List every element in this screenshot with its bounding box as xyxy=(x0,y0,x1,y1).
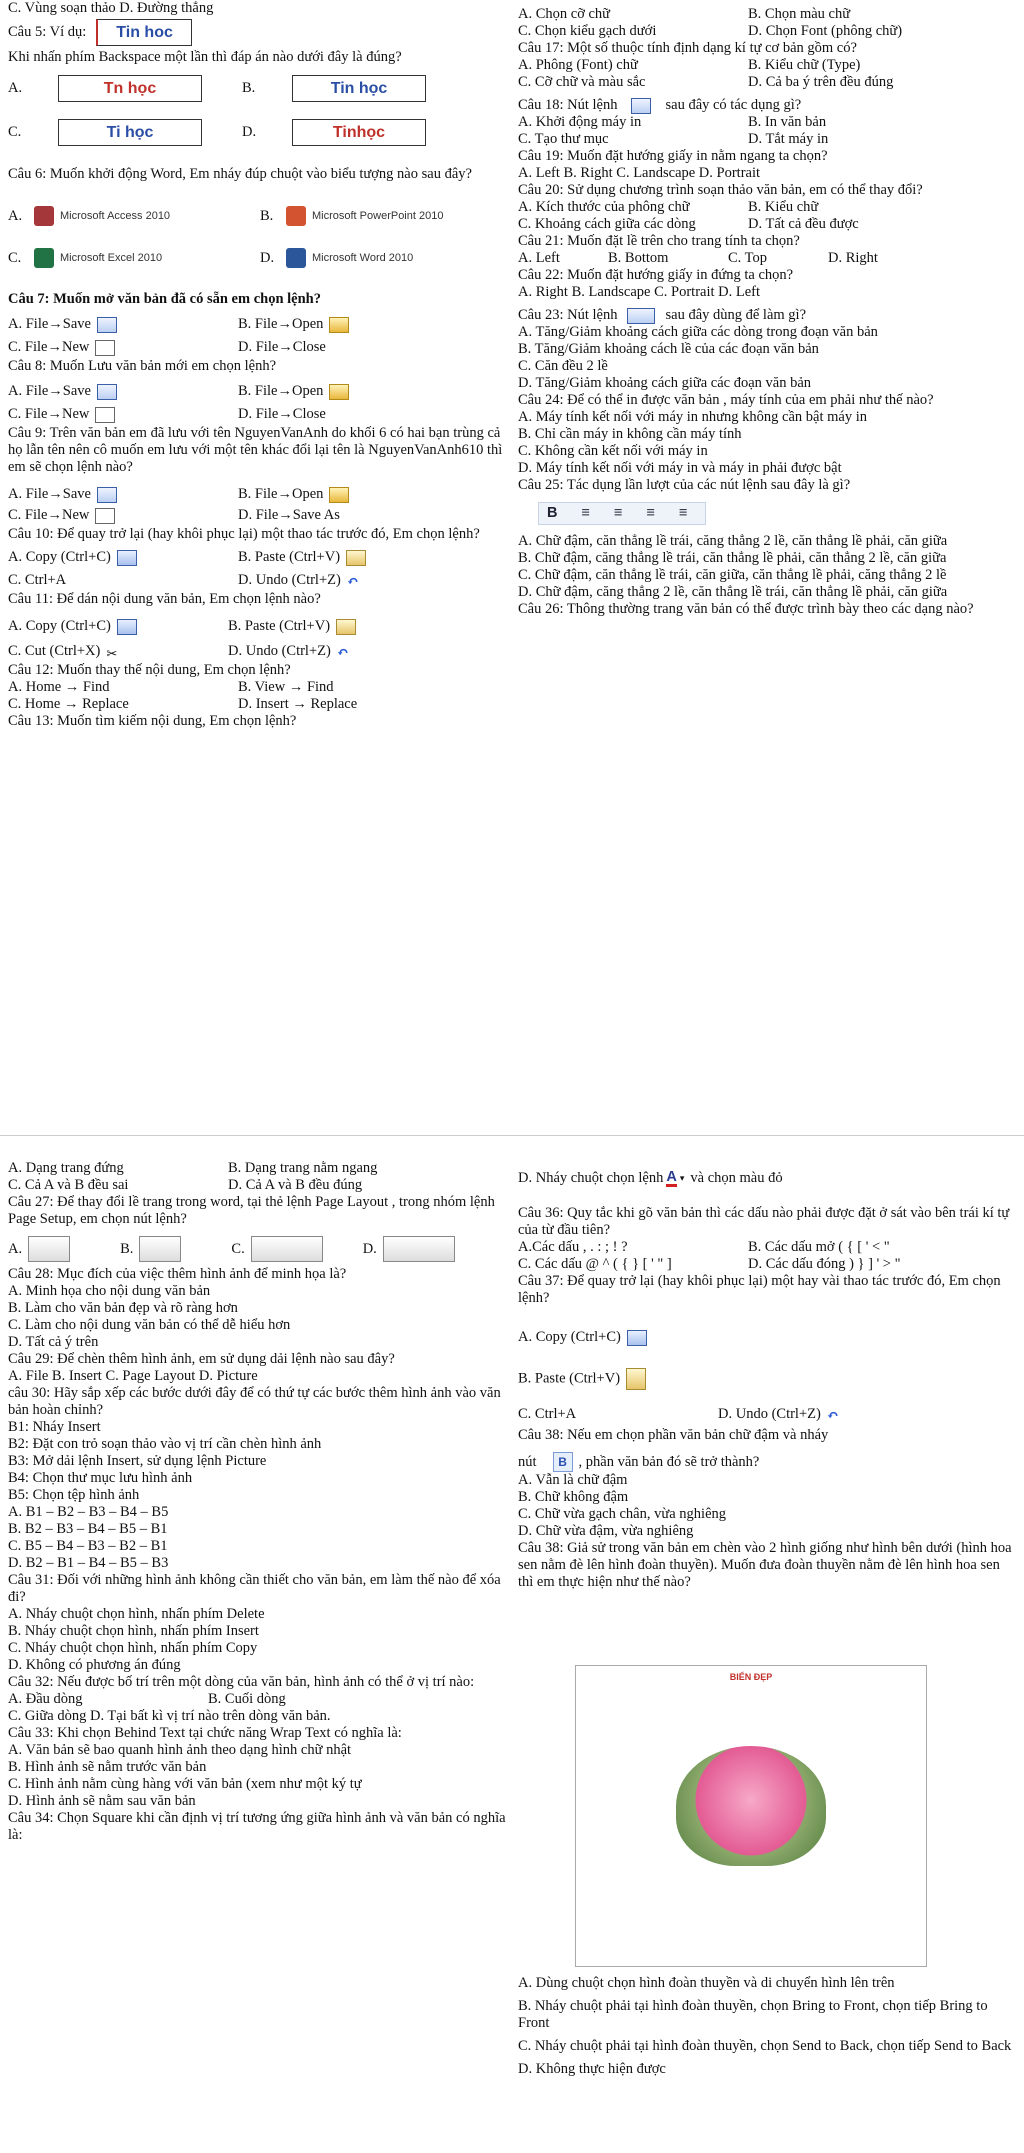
excel-icon xyxy=(34,248,54,268)
question-19-options: A. Left B. Right C. Landscape D. Portrait xyxy=(518,165,761,181)
copy-icon xyxy=(117,550,137,566)
option: B. Kiểu chữ xyxy=(748,199,819,215)
option: A.Các dấu , . : ; ! ? xyxy=(518,1239,628,1255)
question-29-options: A. File B. Insert C. Page Layout D. Picture xyxy=(8,1368,258,1384)
option: D. Nháy chuột chọn lệnh xyxy=(518,1170,664,1186)
option: D. B2 – B1 – B4 – B5 – B3 xyxy=(8,1555,169,1571)
option: D. Cả ba ý trên đều đúng xyxy=(748,74,894,90)
access-icon xyxy=(34,206,54,226)
option-c-box: Ti học xyxy=(58,119,202,146)
option-a-box: Tn học xyxy=(58,75,202,102)
option: A. Chữ đậm, căn thẳng lề trái, căng thẳng 2 lề, căn thẳng lề phải, căn giữa xyxy=(518,533,948,549)
picture-title: BIỂN ĐẸP xyxy=(729,1672,773,1682)
step: B1: Nháy Insert xyxy=(8,1419,101,1435)
option: A. Khởi động máy in xyxy=(518,114,642,130)
printer-icon xyxy=(631,98,651,114)
question-24: Câu 24: Để có thể in được văn bản , máy tính của em phải như thế nào? xyxy=(518,392,934,408)
paste-icon xyxy=(626,1368,646,1390)
option: B. File→Open xyxy=(238,316,349,333)
option: D. Chữ đậm, căng thẳng 2 lề, căn thẳng lề trái, căn thẳng lề phải, căn giữa xyxy=(518,584,948,600)
option: A. Home → Find xyxy=(8,679,110,695)
font-color-icon: A xyxy=(666,1168,677,1185)
new-doc-icon xyxy=(95,508,115,524)
option: A. File→Save xyxy=(8,383,238,400)
step: B5: Chọn tệp hình ảnh xyxy=(8,1487,140,1503)
question-5-text: Khi nhấn phím Backspace một lần thì đáp án nào dưới đây là đúng? xyxy=(8,49,402,65)
app-name: Microsoft Word 2010 xyxy=(312,251,414,264)
option: A. Nháy chuột chọn hình, nhấn phím Delete xyxy=(8,1606,265,1622)
copy-icon xyxy=(117,619,137,635)
paste-icon xyxy=(346,550,366,566)
option-letter: A. xyxy=(8,79,23,96)
open-folder-icon xyxy=(329,487,349,503)
option: A. Copy (Ctrl+C) xyxy=(8,618,228,635)
option: A. File→Save xyxy=(8,486,238,503)
option: B. Paste (Ctrl+V) xyxy=(228,618,356,635)
question-11: Câu 11: Để dán nội dung văn bản, Em chọn lệnh nào? xyxy=(8,591,321,607)
section-divider xyxy=(0,1135,1024,1136)
lotus-flower-image xyxy=(676,1746,826,1866)
question-23: Câu 23: Nút lệnh xyxy=(518,307,618,323)
option: C. Chữ vừa gạch chân, vừa nghiêng xyxy=(518,1506,726,1522)
question-31: Câu 31: Đối với những hình ảnh không cần thiết cho văn bản, em làm thế nào để xóa đi? xyxy=(8,1572,501,1605)
option: D. Chọn Font (phông chữ) xyxy=(748,23,903,39)
word-icon xyxy=(286,248,306,268)
question-18-tail: sau đây có tác dụng gì? xyxy=(665,97,802,113)
option: B. Dạng trang nằm ngang xyxy=(228,1160,378,1176)
option: C. B5 – B4 – B3 – B2 – B1 xyxy=(8,1538,168,1554)
option: A. Dạng trang đứng xyxy=(8,1160,124,1176)
option: C. Cut (Ctrl+X) ✂ xyxy=(8,643,118,661)
question-8: Câu 8: Muốn Lưu văn bản mới em chọn lệnh? xyxy=(8,358,277,374)
step: B3: Mở dải lệnh Insert, sử dụng lệnh Picture xyxy=(8,1453,267,1469)
question-32: Câu 32: Nếu được bố trí trên một dòng của văn bản, hình ảnh có thể ở vị trí nào: xyxy=(8,1674,475,1690)
option: D. Undo (Ctrl+Z) ↶ xyxy=(718,1406,839,1424)
open-folder-icon xyxy=(329,384,349,400)
option: D. Chữ vừa đậm, vừa nghiêng xyxy=(518,1523,694,1539)
left-bottom-column xyxy=(8,1160,508,1844)
new-doc-icon xyxy=(95,340,115,356)
option: B. Bottom xyxy=(608,250,669,266)
bold-button-icon: B xyxy=(553,1452,573,1472)
left-top-column: C. Vùng soạn thảo D. Đường thẳng Câu 5: Ví dụ: Tin hoc Khi nhấn phím Backspace một lần thì đáp án nào dưới đây là đúng? A. Tn học B. Tin học C. Ti học D. Tinhọc Câu 6: Muốn khởi động Word, Em nháy đúp chuột vào biểu tượng nào sau đây? A. Microsoft Access 2010 B. Microsoft PowerPoint 2010 C. Microsoft Excel 2010 D. Microsoft Word 2010 Câu 7: Muốn mở văn bản đã có sẵn em chọn lệnh? A. File→Save B. File→Open C. File→New D. File→Close Câu 8: Muốn Lưu văn bản mới em chọn lệnh? A. File→Save B. File→Open C. File→New D. File→Close Câu 9: Trên văn bản em đã lưu với tên NguyenVanAnh do khối 6 có hai bạn trùng cả họ lẫn tên nên cô muốn em lưu với một tên khác đổi lại tên là NguyenVanAnh610 thì em sẽ chọn lệnh nào? A. File→Save B. File→Open C. File→New D. File→Save As Câu 10: Để quay trở lại (hay khôi phục lại) một thao tác trước đó, Em chọn lệnh? A. Copy (Ctrl+C) B. Paste (Ctrl+V) C. Ctrl+A D. Undo (Ctrl+Z) ↶ Câu 11: Để dán nội dung văn bản, Em chọn lệnh nào? A. Copy (Ctrl+C) B. Paste (Ctrl+V) C. Cut (Ctrl+X) ✂ D. Undo (Ctrl+Z) ↶ Câu 12: Muốn thay thế nội dung, Em chọn lệnh? A. Home → Find B. View → Find C. Home → Replace D. Insert → Replace Câu 13: Muốn tìm kiếm nội dung, Em chọn lệnh? xyxy=(8,0,508,730)
option-letter: D. xyxy=(242,123,257,140)
open-folder-icon xyxy=(329,317,349,333)
copy-icon xyxy=(627,1330,647,1346)
option: B. Paste (Ctrl+V) xyxy=(238,549,366,566)
question-22-options: A. Right B. Landscape C. Portrait D. Left xyxy=(518,284,761,300)
option-letter: D. xyxy=(362,1240,377,1257)
option: B. Chỉ cần máy in không cần máy tính xyxy=(518,426,742,442)
question-25: Câu 25: Tác dụng lần lượt của các nút lệnh sau đây là gì? xyxy=(518,477,851,493)
question-6: Câu 6: Muốn khởi động Word, Em nháy đúp chuột vào biểu tượng nào sau đây? xyxy=(8,166,472,182)
save-icon xyxy=(97,384,117,400)
question-9: Câu 9: Trên văn bản em đã lưu với tên NguyenVanAnh do khối 6 có hai bạn trùng cả họ lẫn tên nên cô muốn em lưu với một tên khác đổi lại tên là NguyenVanAnh610 thì em sẽ chọn lệnh nào? xyxy=(8,425,503,475)
option: D. Máy tính kết nối với máy in và máy in phải được bật xyxy=(518,460,842,476)
option: A. Kích thước của phông chữ xyxy=(518,199,690,215)
app-name: Microsoft PowerPoint 2010 xyxy=(312,209,444,222)
option: A. Chọn cỡ chữ xyxy=(518,6,611,22)
option-letter: C. xyxy=(231,1240,245,1257)
option: C. Top xyxy=(728,250,768,266)
option: D. Tắt máy in xyxy=(748,131,829,147)
question-30: câu 30: Hãy sắp xếp các bước dưới đây để có thứ tự các bước thêm hình ảnh vào văn bản hoàn chỉnh? xyxy=(8,1385,501,1418)
option: D. Tất cả đều được xyxy=(748,216,859,232)
option: B. Hình ảnh sẽ nằm trước văn bản xyxy=(8,1759,207,1775)
right-bottom-answers xyxy=(518,1975,1018,2078)
option-letter: B. xyxy=(120,1240,134,1257)
option: D. Tất cả ý trên xyxy=(8,1334,99,1350)
option: D. Hình ảnh sẽ nằm sau văn bản xyxy=(8,1793,196,1809)
question-17: Câu 17: Một số thuộc tính định dạng kí tự cơ bản gồm có? xyxy=(518,40,857,56)
option-letter: B. xyxy=(242,79,256,96)
text-line: C. Vùng soạn thảo D. Đường thẳng xyxy=(8,0,214,16)
question-33: Câu 33: Khi chọn Behind Text tại chức năng Wrap Text có nghĩa là: xyxy=(8,1725,402,1741)
option: C. Nháy chuột chọn hình, nhấn phím Copy xyxy=(8,1640,258,1656)
margins-button-icon xyxy=(28,1236,70,1262)
option: A. Left xyxy=(518,250,560,266)
option: C. Chữ đậm, căn thẳng lề trái, căn giữa, căn thẳng lề phải, căng thẳng 2 lề xyxy=(518,567,947,583)
question-22: Câu 22: Muốn đặt hướng giấy in đứng ta chọn? xyxy=(518,267,794,283)
option: A. Copy (Ctrl+C) xyxy=(518,1329,1018,1346)
option-letter: A. xyxy=(8,1240,23,1257)
option: C. File→New xyxy=(8,507,238,524)
question-19: Câu 19: Muốn đặt hướng giấy in nằm ngang ta chọn? xyxy=(518,148,828,164)
option: C. Nháy chuột phải tại hình đoàn thuyền, chọn Send to Back, chọn tiếp Send to Back xyxy=(518,2038,1012,2054)
option: B. Các dấu mở ( { [ ' < " xyxy=(748,1239,890,1255)
question-20: Câu 20: Sử dụng chương trình soạn thảo văn bản, em có thể thay đổi? xyxy=(518,182,923,198)
option: A. Copy (Ctrl+C) xyxy=(8,549,238,566)
option: C. Home → Replace xyxy=(8,696,129,712)
scissors-icon: ✂ xyxy=(106,645,118,661)
option: B. B2 – B3 – B4 – B5 – B1 xyxy=(8,1521,168,1537)
new-doc-icon xyxy=(95,407,115,423)
question-29: Câu 29: Để chèn thêm hình ảnh, em sử dụng dải lệnh nào sau đây? xyxy=(8,1351,395,1367)
option: A. Minh họa cho nội dung văn bản xyxy=(8,1283,211,1299)
option: B. Chữ không đậm xyxy=(518,1489,629,1505)
question-5: Câu 5: Ví dụ: xyxy=(8,23,87,40)
option: C. Ctrl+A xyxy=(8,572,67,588)
question-7: Câu 7: Muốn mở văn bản đã có sẵn em chọn lệnh? xyxy=(8,291,321,307)
option: A. Tăng/Giảm khoảng cách giữa các dòng trong đoạn văn bản xyxy=(518,324,878,340)
option: D. Right xyxy=(828,250,878,266)
option: A. Văn bản sẽ bao quanh hình ảnh theo dạng hình chữ nhật xyxy=(8,1742,352,1758)
right-bottom-column: D. Nháy chuột chọn lệnh A ▾ và chọn màu đỏ Câu 36: Quy tắc khi gõ văn bản thì các dấu nào phải được đặt ở sát vào bên trái kí tự của từ đầu tiên? A.Các dấu , . : ; ! ? B. Các dấu mở ( { [ ' < " C. Các dấu @ ^ ( { } [ ' " ] D. Các dấu đóng ) } ] ' > " Câu 37: Để quay trở lại (hay khôi phục lại) một hay vài thao tác trước đó, Em chọn lệnh? A. Copy (Ctrl+C) B. Paste (Ctrl+V) C. Ctrl+A D. Undo (Ctrl+Z) ↶ Câu 38: Nếu em chọn phần văn bản chữ đậm và nháy nút B , phần văn bản đó sẽ trở thành? A. Vẫn là chữ đậm B. Chữ không đậm C. Chữ vừa gạch chân, vừa nghiêng D. Chữ vừa đậm, vừa nghiêng Câu 38: Giả sử trong văn bản em chèn vào 2 hình giống như hình bên dưới (hình hoa sen nằm đè lên hình đoàn thuyền). Muốn đưa đoàn thuyền nằm đè lên hình hoa sen thì em thực hiện như thế nào? xyxy=(518,1170,1018,1591)
lotus-picture xyxy=(575,1665,927,1967)
option: D. Insert → Replace xyxy=(238,696,358,712)
option: B. File→Open xyxy=(238,486,349,503)
option-b-box: Tin học xyxy=(292,75,426,102)
save-icon xyxy=(97,487,117,503)
option: C. File→New xyxy=(8,406,238,423)
question-10: Câu 10: Để quay trở lại (hay khôi phục lại) một thao tác trước đó, Em chọn lệnh? xyxy=(8,526,480,542)
option: C. Căn đều 2 lề xyxy=(518,358,608,374)
columns-button-icon xyxy=(383,1236,455,1262)
option: B. Paste (Ctrl+V) xyxy=(518,1368,1018,1390)
option: D. Tăng/Giảm khoảng cách giữa các đoạn văn bản xyxy=(518,375,812,391)
option: B. File→Open xyxy=(238,383,349,400)
option: D. File→Close xyxy=(238,406,326,422)
question-26: Câu 26: Thông thường trang văn bản có thể được trình bày theo các dạng nào? xyxy=(518,601,974,617)
option: A. Dùng chuột chọn hình đoàn thuyền và di chuyển hình lên trên xyxy=(518,1975,895,1991)
app-name: Microsoft Access 2010 xyxy=(60,209,171,222)
option-letter: C. xyxy=(8,123,22,140)
powerpoint-icon xyxy=(286,206,306,226)
option: A. File→Save xyxy=(8,316,238,333)
right-top-column xyxy=(518,6,1018,618)
step: B4: Chọn thư mục lưu hình ảnh xyxy=(8,1470,193,1486)
undo-icon: ↶ xyxy=(826,1407,839,1424)
undo-icon: ↶ xyxy=(336,644,349,661)
option: C. Hình ảnh nằm cùng hàng với văn bản (xem như một ký tự xyxy=(8,1776,362,1792)
option: D. Undo (Ctrl+Z) ↶ xyxy=(238,572,359,590)
option: B. Chọn màu chữ xyxy=(748,6,851,22)
question-23-tail: sau đây dùng để làm gì? xyxy=(665,307,807,323)
question-38-nut: nút xyxy=(518,1453,537,1470)
option: C. File→New xyxy=(8,339,238,356)
option-tail: và chọn màu đỏ xyxy=(690,1170,783,1186)
size-button-icon xyxy=(251,1236,323,1262)
option: B. Kiểu chữ (Type) xyxy=(748,57,861,73)
line-spacing-icon xyxy=(627,308,655,324)
option: C. Không cần kết nối với máy in xyxy=(518,443,708,459)
question-38-tail: , phần văn bản đó sẽ trở thành? xyxy=(578,1453,760,1470)
option: B. Cuối dòng xyxy=(208,1691,286,1707)
question-38: Câu 38: Nếu em chọn phần văn bản chữ đậm và nháy xyxy=(518,1427,829,1443)
option: A. Vẫn là chữ đậm xyxy=(518,1472,628,1488)
question-39: Câu 38: Giả sử trong văn bản em chèn vào 2 hình giống như hình bên dưới (hình hoa sen nằm đè lên hình đoàn thuyền). Muốn đưa đoàn thuyền nằm đè lên hình hoa sen thì em thực hiện như thế nào? xyxy=(518,1540,1012,1590)
option: C. Ctrl+A xyxy=(518,1406,577,1422)
question-13: Câu 13: Muốn tìm kiếm nội dung, Em chọn lệnh? xyxy=(8,713,297,729)
option: C. Khoảng cách giữa các dòng xyxy=(518,216,696,232)
question-12: Câu 12: Muốn thay thế nội dung, Em chọn lệnh? xyxy=(8,662,291,678)
option: D. Không có phương án đúng xyxy=(8,1657,181,1673)
option: B. View → Find xyxy=(238,679,334,695)
save-icon xyxy=(97,317,117,333)
question-36: Câu 36: Quy tắc khi gõ văn bản thì các dấu nào phải được đặt ở sát vào bên trái kí tự của từ đầu tiên? xyxy=(518,1205,1010,1238)
tinhoc-header: Tin hoc xyxy=(96,19,192,46)
option: D. File→Save As xyxy=(238,507,340,523)
app-name: Microsoft Excel 2010 xyxy=(60,251,163,264)
option: C. Tạo thư mục xyxy=(518,131,609,147)
option: C. Làm cho nội dung văn bản có thể dễ hiểu hơn xyxy=(8,1317,291,1333)
option: D. File→Close xyxy=(238,339,326,355)
option: B. Tăng/Giảm khoảng cách lề của các đoạn văn bản xyxy=(518,341,819,357)
alignment-toolbar-icons: B ≡ ≡ ≡ ≡ xyxy=(538,502,706,525)
undo-icon: ↶ xyxy=(346,573,359,590)
option: C. Chọn kiểu gạch dưới xyxy=(518,23,657,39)
option: D. Cả A và B đều đúng xyxy=(228,1177,363,1193)
question-37: Câu 37: Để quay trở lại (hay khôi phục lại) một hay vài thao tác trước đó, Em chọn lệnh? xyxy=(518,1273,1001,1306)
paste-icon xyxy=(336,619,356,635)
option: D. Không thực hiện được xyxy=(518,2061,666,2077)
option: A. Đầu dòng xyxy=(8,1691,83,1707)
question-18: Câu 18: Nút lệnh xyxy=(518,97,618,113)
question-27: Câu 27: Để thay đổi lề trang trong word, tại thẻ lệnh Page Layout , trong nhóm lệnh Page Setup, em chọn nút lệnh? xyxy=(8,1194,495,1227)
option: A. Máy tính kết nối với máy in nhưng không cần bật máy in xyxy=(518,409,867,425)
option: B. Chữ đậm, căng thẳng lề trái, căn thẳng lề phải, căn thẳng 2 lề, căn giữa xyxy=(518,550,947,566)
option-d-box: Tinhọc xyxy=(292,119,426,146)
option: C. Cỡ chữ và màu sắc xyxy=(518,74,646,90)
option: C. Các dấu @ ^ ( { } [ ' " ] xyxy=(518,1256,672,1272)
option: B. Nháy chuột phải tại hình đoàn thuyền, chọn Bring to Front, chọn tiếp Bring to Front xyxy=(518,1998,988,2031)
option: A. Phông (Font) chữ xyxy=(518,57,638,73)
option: B. Nháy chuột chọn hình, nhấn phím Insert xyxy=(8,1623,259,1639)
option: C. Giữa dòng D. Tại bất kì vị trí nào trên dòng văn bản. xyxy=(8,1708,331,1724)
option: C. Cả A và B đều sai xyxy=(8,1177,129,1193)
option: A. B1 – B2 – B3 – B4 – B5 xyxy=(8,1504,169,1520)
option: B. In văn bản xyxy=(748,114,827,130)
question-28: Câu 28: Mục đích của việc thêm hình ảnh để minh họa là? xyxy=(8,1266,347,1282)
step: B2: Đặt con trỏ soạn thảo vào vị trí cần chèn hình ảnh xyxy=(8,1436,322,1452)
question-34: Câu 34: Chọn Square khi cần định vị trí tương ứng giữa hình ảnh và văn bản có nghĩa là: xyxy=(8,1810,506,1843)
question-21: Câu 21: Muốn đặt lề trên cho trang tính ta chọn? xyxy=(518,233,800,249)
option: D. Undo (Ctrl+Z) ↶ xyxy=(228,643,349,661)
orientation-button-icon xyxy=(139,1236,181,1262)
option: D. Các dấu đóng ) } ] ' > " xyxy=(748,1256,901,1272)
option: B. Làm cho văn bản đẹp và rõ ràng hơn xyxy=(8,1300,238,1316)
